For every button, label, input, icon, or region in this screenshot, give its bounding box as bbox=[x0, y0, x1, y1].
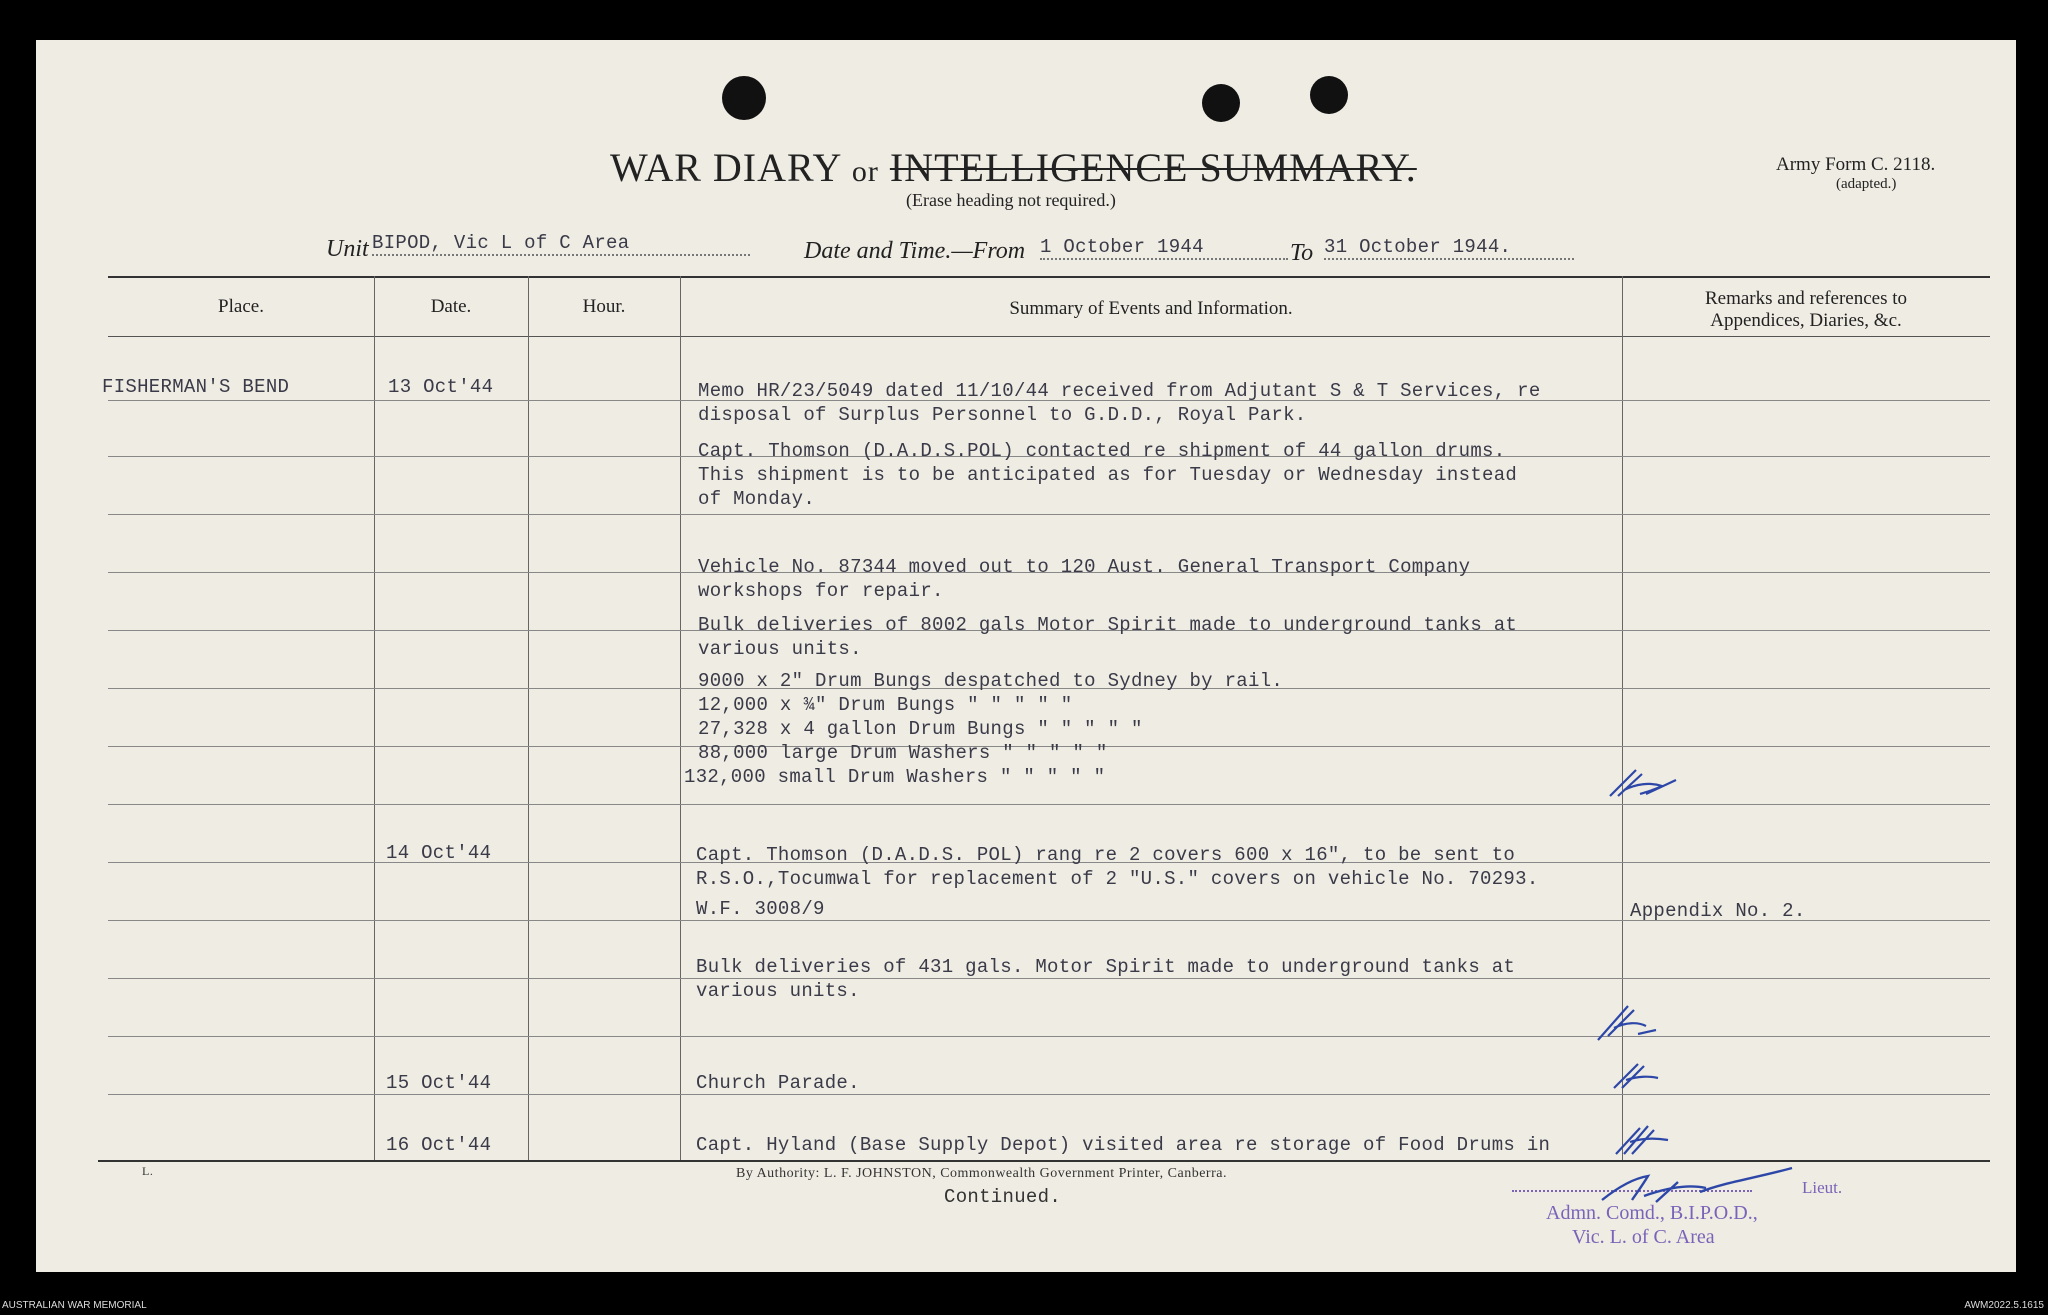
entry-line: 27,328 x 4 gallon Drum Bungs " " " " " bbox=[698, 718, 1143, 740]
header-rule bbox=[108, 336, 1990, 337]
stamp-line-2: Vic. L. of C. Area bbox=[1572, 1226, 1715, 1248]
entry-line: Capt. Thomson (D.A.D.S.POL) contacted re shipment of 44 gallon drums. bbox=[698, 440, 1506, 462]
column-divider bbox=[374, 276, 375, 1160]
table-top-rule bbox=[108, 276, 1990, 278]
title-main: WAR DIARY bbox=[610, 145, 841, 190]
entry-line: Vehicle No. 87344 moved out to 120 Aust. General Transport Company bbox=[698, 556, 1471, 578]
place-entry: FISHERMAN'S BEND bbox=[102, 376, 290, 398]
col-header-remarks: Remarks and references to bbox=[1704, 288, 1908, 309]
column-divider bbox=[680, 276, 681, 1160]
entry-line: Capt. Thomson (D.A.D.S. POL) rang re 2 covers 600 x 16", to be sent to bbox=[696, 844, 1516, 866]
ruled-line bbox=[108, 1094, 1990, 1095]
entry-line: of Monday. bbox=[698, 488, 816, 510]
ruled-line bbox=[108, 1036, 1990, 1037]
date-entry-14oct: 14 Oct'44 bbox=[386, 842, 492, 864]
entry-line: This shipment is to be anticipated as for Tuesday or Wednesday instead bbox=[698, 464, 1518, 486]
title-or: or bbox=[851, 155, 879, 188]
date-label: Date and Time.—From bbox=[804, 238, 1026, 264]
ruled-line bbox=[108, 804, 1990, 805]
stamp-line-1: Admn. Comd., B.I.P.O.D., bbox=[1546, 1202, 1758, 1224]
erase-note: (Erase heading not required.) bbox=[906, 190, 1116, 210]
entry-line: 12,000 x ¾" Drum Bungs " " " " " bbox=[698, 694, 1073, 716]
to-label: To bbox=[1290, 240, 1314, 266]
to-value: 31 October 1944. bbox=[1324, 236, 1574, 260]
form-mark: L. bbox=[142, 1164, 154, 1178]
ruled-line bbox=[108, 514, 1990, 515]
lieut-label: Lieut. bbox=[1802, 1178, 1843, 1197]
to-field bbox=[1324, 236, 1574, 260]
from-field bbox=[1040, 236, 1288, 260]
entry-line: Church Parade. bbox=[696, 1072, 860, 1094]
initials-mark bbox=[1610, 1058, 1680, 1094]
date-entry-15oct: 15 Oct'44 bbox=[386, 1072, 492, 1094]
entry-line: Memo HR/23/5049 dated 11/10/44 received from Adjutant S & T Services, re bbox=[698, 380, 1541, 402]
col-header-place: Place. bbox=[218, 296, 264, 317]
entry-line: Bulk deliveries of 8002 gals Motor Spirit made to underground tanks at bbox=[698, 614, 1518, 636]
column-divider bbox=[528, 276, 529, 1160]
continued-note: Continued. bbox=[944, 1186, 1062, 1208]
appendix-ref: Appendix No. 2. bbox=[1630, 900, 1806, 922]
col-header-remarks-2: Appendices, Diaries, &c. bbox=[1710, 310, 1902, 331]
col-header-hour: Hour. bbox=[582, 296, 626, 317]
adapted-note: (adapted.) bbox=[1836, 176, 1897, 192]
punch-hole bbox=[722, 76, 766, 120]
date-entry-16oct: 16 Oct'44 bbox=[386, 1134, 492, 1156]
title-line bbox=[610, 144, 1417, 191]
initials-mark bbox=[1606, 766, 1686, 802]
title-struck: INTELLIGENCE SUMMARY. bbox=[889, 145, 1417, 190]
entry-line: workshops for repair. bbox=[698, 580, 944, 602]
unit-value: BIPOD, Vic L of C Area bbox=[372, 232, 750, 256]
ruled-line bbox=[108, 978, 1990, 979]
entry-line: various units. bbox=[696, 980, 860, 1002]
entry-line: various units. bbox=[698, 638, 862, 660]
entry-line: R.S.O.,Tocumwal for replacement of 2 "U.S." covers on vehicle No. 70293. bbox=[696, 868, 1539, 890]
army-form: Army Form C. 2118. bbox=[1776, 154, 1936, 175]
from-value: 1 October 1944 bbox=[1040, 236, 1288, 260]
punch-hole bbox=[1202, 84, 1240, 122]
punch-hole bbox=[1310, 76, 1348, 114]
entry-line: 88,000 large Drum Washers " " " " " bbox=[698, 742, 1108, 764]
initials-mark bbox=[1594, 1000, 1674, 1044]
date-entry-13oct: 13 Oct'44 bbox=[388, 376, 494, 398]
entry-line: Capt. Hyland (Base Supply Depot) visited area re storage of Food Drums in bbox=[696, 1134, 1551, 1156]
archive-credit: AUSTRALIAN WAR MEMORIAL bbox=[2, 1300, 147, 1311]
col-header-summary: Summary of Events and Information. bbox=[1009, 298, 1293, 319]
entry-line: 9000 x 2" Drum Bungs despatched to Sydney by rail. bbox=[698, 670, 1284, 692]
unit-field bbox=[372, 232, 750, 256]
entry-line: W.F. 3008/9 bbox=[696, 898, 825, 920]
printer-authority: By Authority: L. F. JOHNSTON, Commonwealth Government Printer, Canberra. bbox=[736, 1166, 1227, 1181]
entry-line: disposal of Surplus Personnel to G.D.D., Royal Park. bbox=[698, 404, 1307, 426]
unit-label: Unit bbox=[326, 236, 369, 262]
entry-line: 132,000 small Drum Washers " " " " " bbox=[684, 766, 1106, 788]
initials-mark bbox=[1612, 1120, 1682, 1160]
entry-line: Bulk deliveries of 431 gals. Motor Spirit made to underground tanks at bbox=[696, 956, 1516, 978]
col-header-date: Date. bbox=[430, 296, 472, 317]
diary-page bbox=[36, 40, 2016, 1272]
archive-id: AWM2022.5.1615 bbox=[1964, 1300, 2044, 1311]
